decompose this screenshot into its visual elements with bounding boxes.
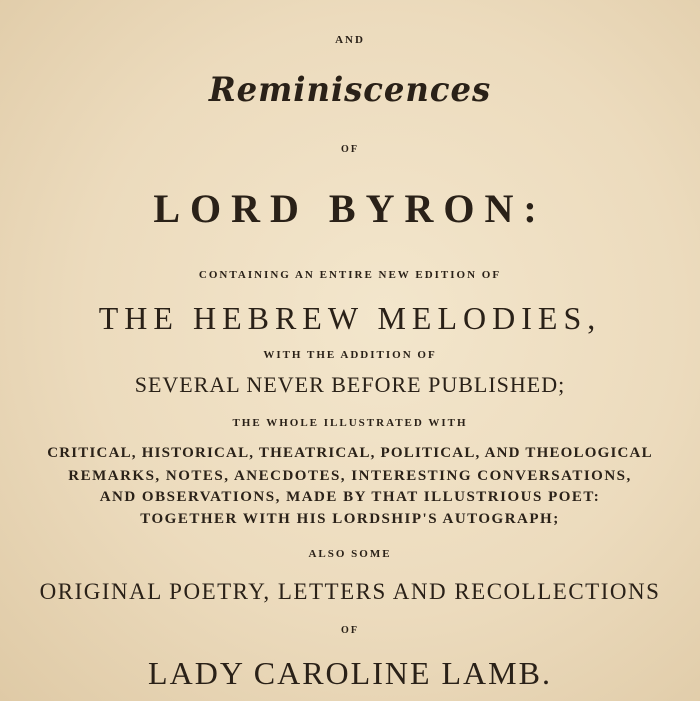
line-also-some: ALSO SOME bbox=[308, 548, 392, 560]
line-original: ORIGINAL POETRY, LETTERS AND RECOLLECTIONS bbox=[39, 579, 661, 604]
line-with-addition: WITH THE ADDITION OF bbox=[263, 349, 437, 361]
line-hebrew-melodies: THE HEBREW MELODIES, bbox=[98, 300, 602, 336]
line-containing: CONTAINING AN ENTIRE NEW EDITION OF bbox=[198, 269, 502, 281]
line-lord-byron: LORD BYRON: bbox=[153, 186, 547, 231]
line-and: AND bbox=[335, 34, 365, 46]
line-together: TOGETHER WITH HIS LORDSHIP'S AUTOGRAPH; bbox=[140, 511, 560, 527]
line-of-2: OF bbox=[341, 625, 359, 636]
line-reminiscences: Reminiscences bbox=[208, 70, 492, 110]
line-critical: CRITICAL, HISTORICAL, THEATRICAL, POLITICAL, AND THEOLOGICAL bbox=[47, 445, 653, 461]
line-remarks: REMARKS, NOTES, ANECDOTES, INTERESTING CONVERSATIONS, bbox=[68, 468, 632, 484]
line-lady-caroline-lamb: LADY CAROLINE LAMB. bbox=[148, 655, 552, 691]
line-several: SEVERAL NEVER BEFORE PUBLISHED; bbox=[134, 372, 566, 397]
line-observations: AND OBSERVATIONS, MADE BY THAT ILLUSTRIOUS POET: bbox=[99, 489, 601, 505]
line-whole: THE WHOLE ILLUSTRATED WITH bbox=[232, 417, 468, 429]
line-of-1: OF bbox=[341, 144, 359, 155]
